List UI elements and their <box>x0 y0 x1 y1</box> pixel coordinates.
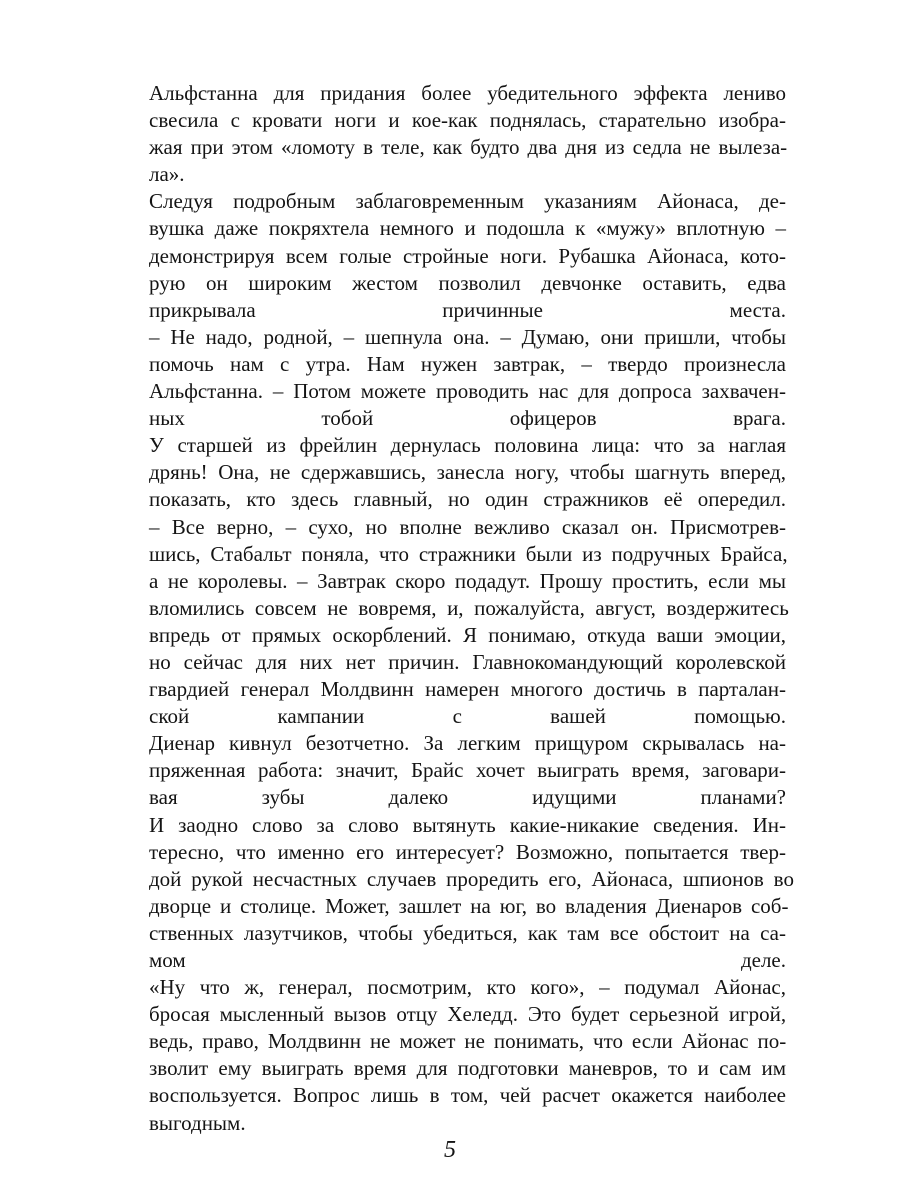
text-line: И заодно слово за слово вытянуть какие-никакие сведения. Ин- <box>149 812 786 837</box>
text-line: мом деле. <box>149 948 786 972</box>
text-line: прикрывала причинные места. <box>149 297 786 322</box>
paragraph <box>112 432 786 513</box>
text-line: ведь, право, Молдвинн не может не понимать, что если Айонас по- <box>149 1029 787 1054</box>
page-number: 5 <box>444 1137 456 1163</box>
text-line: Альфстанна. – Потом можете проводить нас для допроса захвачен- <box>149 379 786 404</box>
text-line: гвардией генерал Молдвинн намерен многого достичь в парталан- <box>149 677 786 702</box>
text-line: вломились совсем не вовремя, и, пожалуйста, август, воздержитесь <box>149 595 789 620</box>
book-page <box>112 80 794 1200</box>
text-line: воспользуется. Вопрос лишь в том, чей расчет окажется наиболее <box>149 1083 786 1108</box>
text-line: дрянь! Она, не сдержавшись, занесла ногу, чтобы шагнуть вперед, <box>149 460 786 485</box>
text-line: Диенар кивнул безотчетно. За легким прищуром скрывалась на- <box>149 731 786 756</box>
text-line: ных тобой офицеров врага. <box>149 406 786 431</box>
text-line: но сейчас для них нет причин. Главнокомандующий королевской <box>149 649 786 674</box>
text-line: зволит ему выиграть время для подготовки маневров, то и сам им <box>149 1056 786 1081</box>
text-line: впредь от прямых оскорблений. Я понимаю, откуда ваши эмоции, <box>149 622 786 647</box>
text-line: ла». <box>149 162 185 187</box>
body-text <box>112 80 794 1137</box>
text-line: – Не надо, родной, – шепнула она. – Думаю, они пришли, чтобы <box>149 324 786 349</box>
text-line: вая зубы далеко идущими планами? <box>149 785 786 810</box>
paragraph <box>112 974 786 1137</box>
text-line: выгодным. <box>149 1110 246 1135</box>
text-line: шись, Стабальт поняла, что стражники были из подручных Брайса, <box>149 541 788 566</box>
text-line: «Ну что ж, генерал, посмотрим, кто кого», – подумал Айонас, <box>149 975 786 1000</box>
paragraph <box>112 324 786 432</box>
text-line: показать, кто здесь главный, но один стражников её опередил. <box>149 487 786 512</box>
text-line: демонстрируя всем голые стройные ноги. Рубашка Айонаса, кото- <box>149 243 786 268</box>
text-line: тересно, что именно его интересует? Возможно, попытается твер- <box>149 839 786 864</box>
paragraph <box>112 812 794 975</box>
text-line: жая при этом «ломоту в теле, как будто два дня из седла не вылеза- <box>149 135 788 160</box>
paragraph <box>112 730 786 811</box>
text-line: рую он широким жестом позволил девчонке оставить, едва <box>149 270 786 295</box>
paragraph <box>112 80 786 188</box>
text-line: вушка даже покряхтела немного и подошла к «мужу» вплотную – <box>149 216 786 241</box>
text-line: а не королевы. – Завтрак скоро подадут. Прошу простить, если мы <box>149 568 786 593</box>
text-line: пряженная работа: значит, Брайс хочет выиграть время, заговари- <box>149 758 786 783</box>
text-line: Следуя подробным заблаговременным указаниям Айонаса, де- <box>149 189 786 214</box>
text-line: свесила с кровати ноги и кое-как поднялась, старательно изобра- <box>149 108 786 133</box>
paragraph <box>112 514 789 731</box>
paragraph <box>112 188 786 323</box>
text-line: У старшей из фрейлин дернулась половина лица: что за наглая <box>149 433 786 458</box>
text-line: ственных лазутчиков, чтобы убедиться, как там все обстоит на са- <box>149 920 786 945</box>
text-line: ской кампании с вашей помощью. <box>149 704 786 729</box>
text-line: дворце и столице. Может, зашлет на юг, во владения Диенаров соб- <box>149 893 789 918</box>
text-line: помочь нам с утра. Нам нужен завтрак, – твердо произнесла <box>149 351 786 376</box>
text-line: бросая мысленный вызов отцу Хеледд. Это будет серьезной игрой, <box>149 1002 787 1027</box>
text-line: – Все верно, – сухо, но вполне вежливо сказал он. Присмотрев- <box>149 514 786 539</box>
text-line: дой рукой несчастных случаев проредить его, Айонаса, шпионов во <box>149 866 794 891</box>
text-line: Альфстанна для придания более убедительного эффекта лениво <box>149 81 786 105</box>
